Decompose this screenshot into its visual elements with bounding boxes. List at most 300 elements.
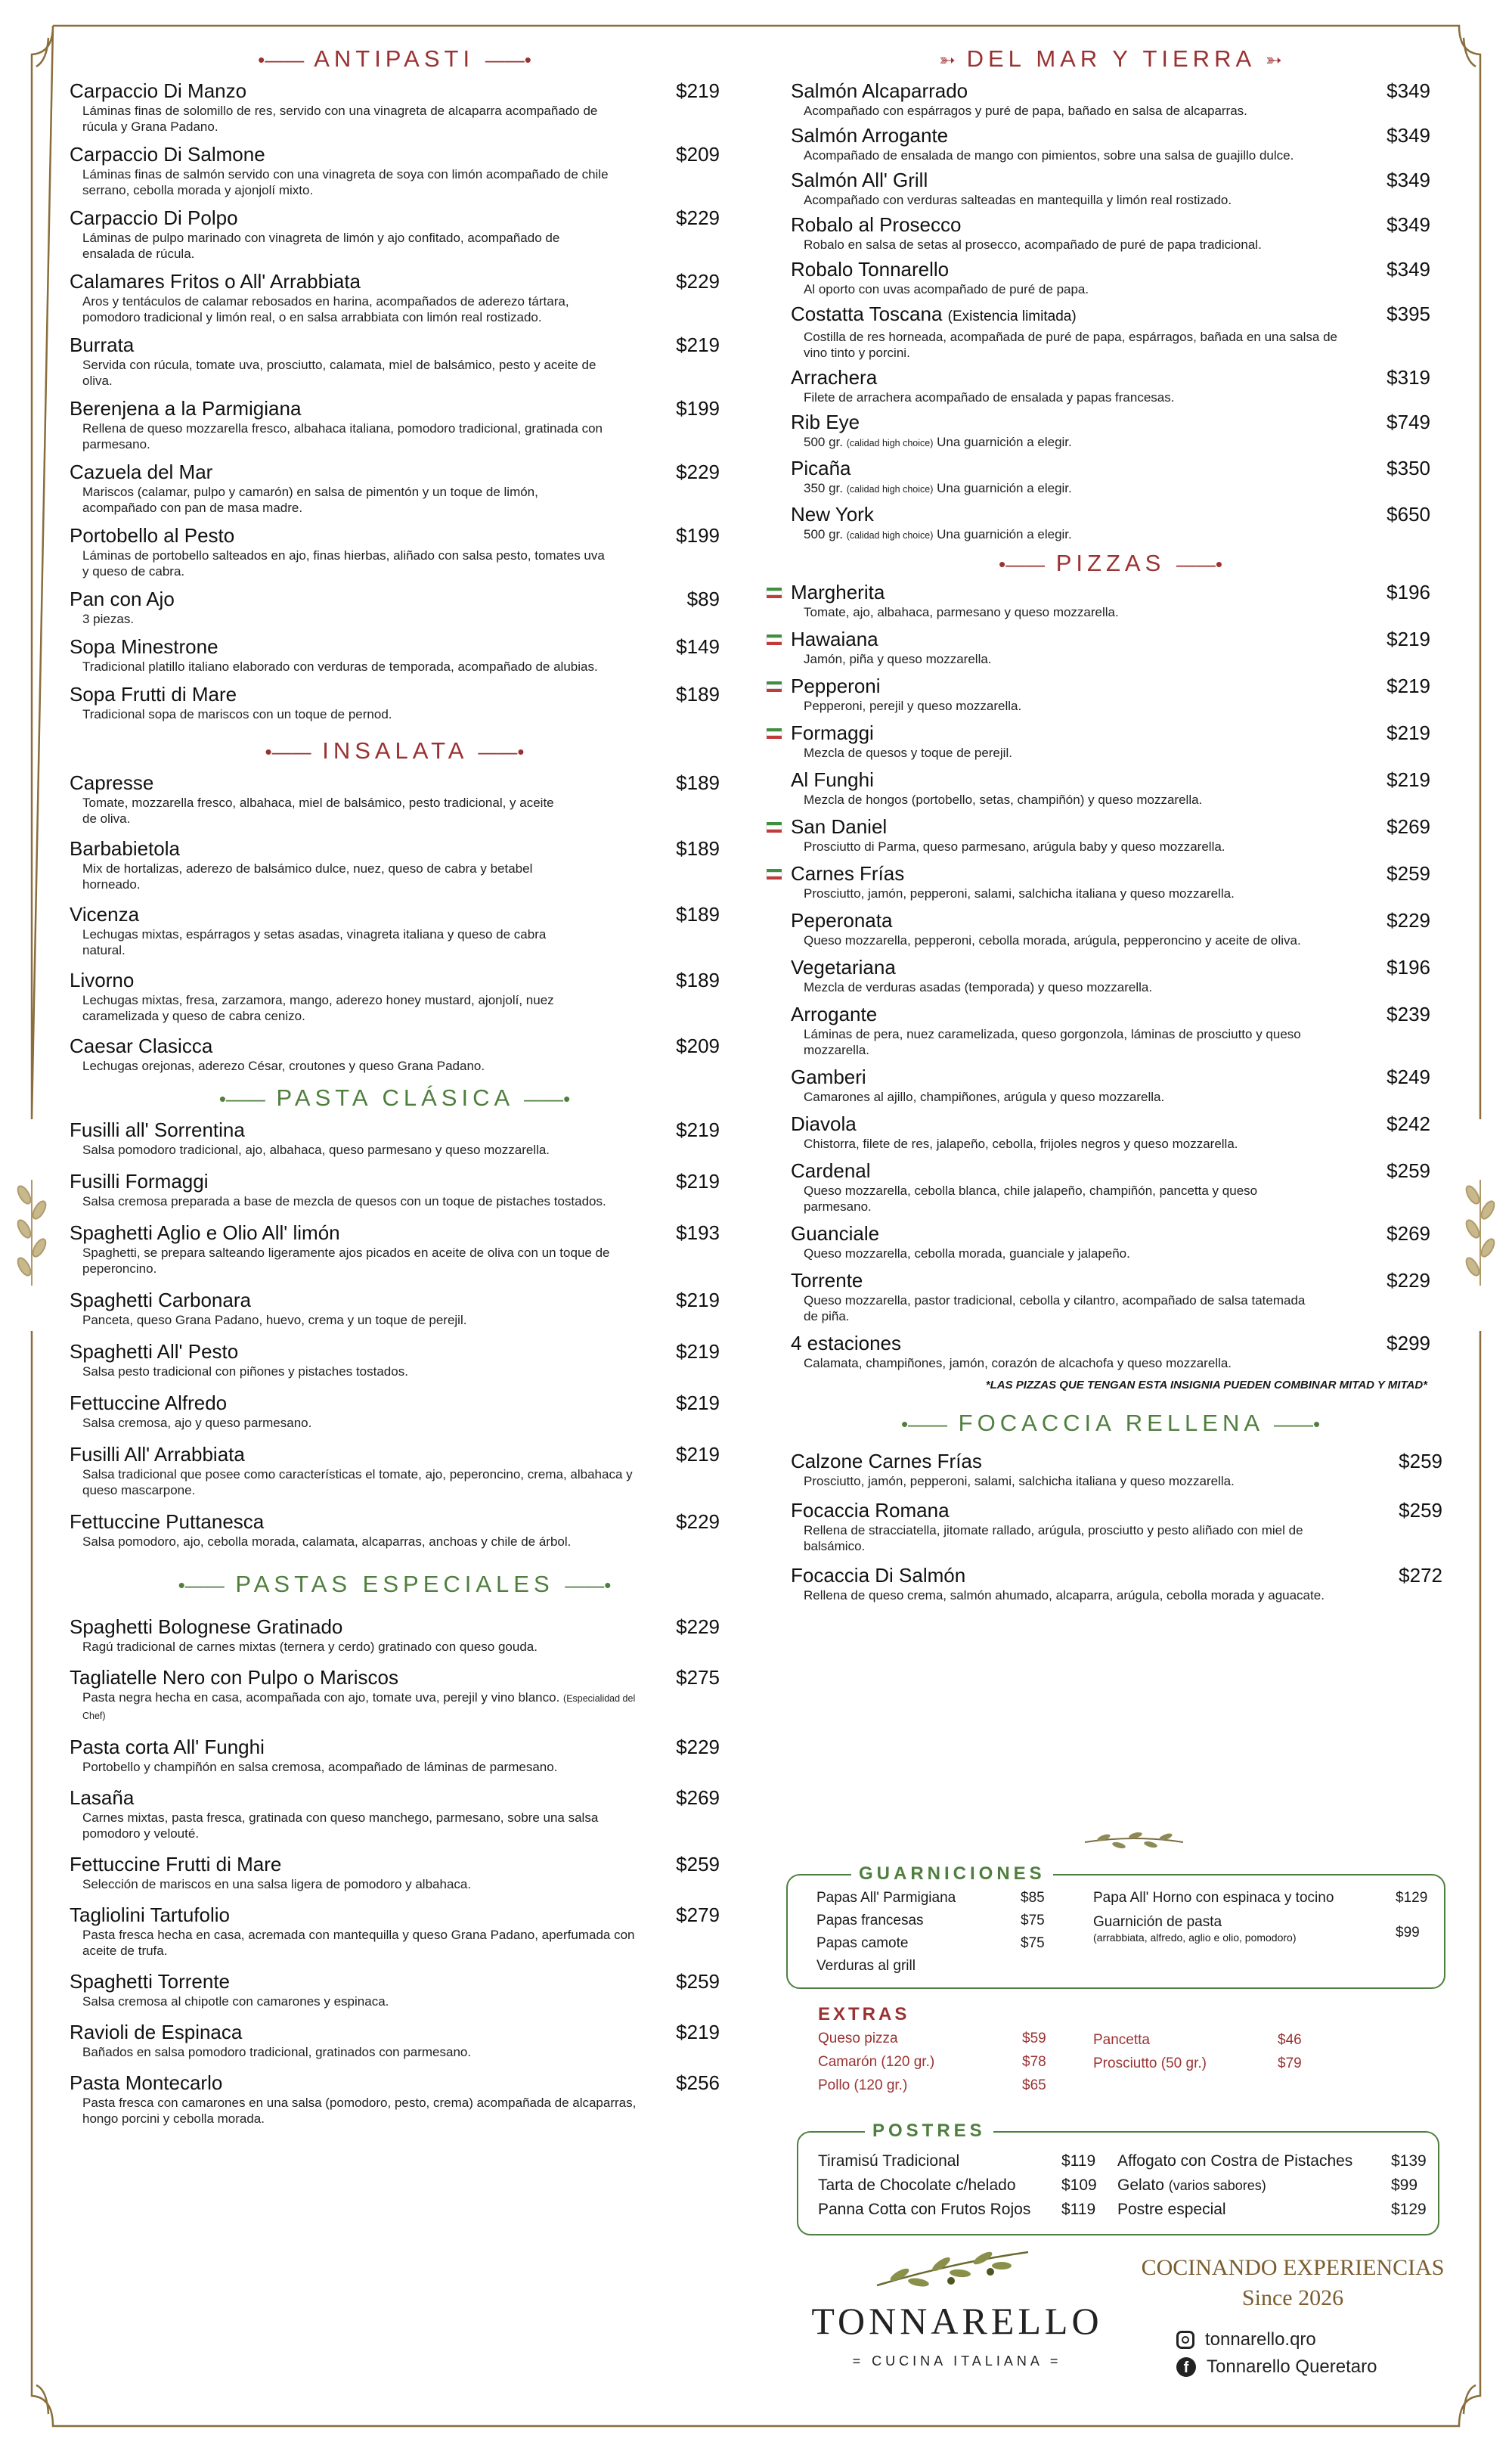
insalata-list xyxy=(70,771,720,1074)
item-name xyxy=(791,580,1430,604)
item-description-text: Ragú tradicional de carnes mixtas (ternera y cerdo) gratinado con queso gouda. xyxy=(82,1640,538,1654)
menu-item xyxy=(70,523,720,579)
menu-item xyxy=(791,1563,1442,1603)
item-name xyxy=(791,908,1430,932)
item-price: $149 xyxy=(676,635,720,658)
menu-item xyxy=(791,814,1430,855)
item-name-text: Fusilli Formaggi xyxy=(70,1170,209,1193)
item-description xyxy=(804,480,1363,498)
guarniciones-name: Papas francesas xyxy=(816,1913,924,1928)
item-name xyxy=(791,1221,1430,1246)
section-title-pizzas: •—— PIZZAS ——• xyxy=(999,550,1222,576)
item-description-text: Láminas de portobello salteados en ajo, finas hierbas, aliñado con salsa pesto, tomates uva y queso de cabra. xyxy=(82,548,605,579)
italian-flag-icon xyxy=(767,681,782,692)
item-price: $259 xyxy=(1387,862,1430,885)
menu-item xyxy=(70,1509,720,1550)
postres-price: $109 xyxy=(1061,2176,1097,2194)
item-name xyxy=(791,1498,1442,1522)
item-description-text: Láminas de pera, nuez caramelizada, queso gorgonzola, láminas de prosciutto y queso mozzarella. xyxy=(804,1027,1301,1057)
item-description xyxy=(82,1876,642,1892)
item-name-text: Gamberi xyxy=(791,1066,866,1088)
item-name-text: Vicenza xyxy=(70,903,140,926)
item-name-text: Pepperoni xyxy=(791,675,881,697)
menu-item xyxy=(791,502,1430,544)
postres-price: $99 xyxy=(1391,2176,1418,2194)
item-name-text: Fusilli All' Arrabbiata xyxy=(70,1443,245,1466)
item-price: $229 xyxy=(676,1510,720,1533)
item-name xyxy=(70,1509,720,1534)
item-price: $189 xyxy=(676,969,720,991)
item-weight: 500 gr. xyxy=(804,435,843,449)
item-price: $199 xyxy=(676,397,720,420)
menu-item xyxy=(791,365,1430,405)
item-name-text: Arrogante xyxy=(791,1003,878,1025)
postres-name: Tiramisú Tradicional xyxy=(818,2152,960,2170)
menu-item xyxy=(70,1391,720,1431)
item-price: $229 xyxy=(676,461,720,483)
item-price: $259 xyxy=(676,1853,720,1875)
postres-price: $119 xyxy=(1061,2201,1096,2218)
item-description xyxy=(804,147,1363,163)
item-name xyxy=(791,456,1430,480)
item-name-text: Carpaccio Di Salmone xyxy=(70,143,265,166)
menu-item xyxy=(70,1288,720,1328)
menu-item xyxy=(791,861,1430,901)
item-description xyxy=(82,1534,657,1550)
item-name-text: Capresse xyxy=(70,771,154,794)
item-name-text: Guanciale xyxy=(791,1222,880,1245)
right-column xyxy=(791,45,1442,1603)
guarniciones-name: Guarnición de pasta xyxy=(1093,1914,1222,1930)
item-price: $219 xyxy=(676,1340,720,1363)
item-description-text: Carnes mixtas, pasta fresca, gratinada con queso manchego, parmesano, sobre una salsa pomodoro y velouté. xyxy=(82,1810,599,1841)
item-name xyxy=(70,2071,720,2095)
item-name-text: Rib Eye xyxy=(791,411,860,433)
item-price: $219 xyxy=(1387,675,1430,697)
item-name xyxy=(791,1065,1430,1089)
item-name xyxy=(70,771,720,795)
item-description xyxy=(82,1058,566,1074)
guarniciones-row xyxy=(816,1957,1051,1980)
item-price: $219 xyxy=(676,79,720,102)
menu-item xyxy=(70,1221,720,1277)
item-name-text: Carpaccio Di Polpo xyxy=(70,206,238,229)
item-description-text: Rellena de queso crema, salmón ahumado, alcaparra, arúgula, cebolla morada y aguacate. xyxy=(804,1588,1325,1602)
item-name-text: Fettuccine Frutti di Mare xyxy=(70,1853,282,1875)
item-description xyxy=(82,293,612,325)
item-description xyxy=(804,1089,1318,1105)
item-name-text: Robalo al Prosecco xyxy=(791,213,962,236)
menu-item xyxy=(70,460,720,516)
extras-row xyxy=(818,2053,1045,2077)
item-price: $219 xyxy=(1387,768,1430,791)
menu-item xyxy=(70,396,720,452)
italian-flag-icon xyxy=(767,822,782,833)
item-description-text: Una guarnición a elegir. xyxy=(937,527,1072,541)
item-name-text: Caesar Clasicca xyxy=(70,1035,213,1057)
item-description-text: Aros y tentáculos de calamar rebosados en harina, acompañados de aderezo tártara, pomodoro tradicional y limón real, o en salsa arrabbiata con limón real rostizado. xyxy=(82,294,569,324)
item-description xyxy=(804,1026,1318,1058)
item-name xyxy=(791,721,1430,745)
item-price: $219 xyxy=(676,2021,720,2043)
item-description-text: Mezcla de quesos y toque de perejil. xyxy=(804,746,1012,760)
menu-item xyxy=(791,1065,1430,1105)
item-price: $749 xyxy=(1387,411,1430,433)
item-price: $189 xyxy=(676,771,720,794)
item-name xyxy=(70,1221,720,1245)
item-description xyxy=(82,1312,657,1328)
item-description xyxy=(804,651,1318,667)
item-name xyxy=(70,142,720,166)
section-title-pastas-especiales: •—— PASTAS ESPECIALES ——• xyxy=(178,1571,612,1597)
item-description-text: Acompañado con espárragos y puré de papa, bañado en salsa de alcaparras. xyxy=(804,104,1247,118)
item-description-text: Tradicional sopa de mariscos con un toque de pernod. xyxy=(82,707,392,721)
item-description xyxy=(82,1759,642,1775)
item-name xyxy=(70,902,720,926)
extras-name: Pancetta xyxy=(1093,2032,1150,2048)
item-description xyxy=(82,1193,657,1209)
item-name xyxy=(70,396,720,420)
item-description-text: Prosciutto, jamón, pepperoni, salami, salchicha italiana y queso mozzarella. xyxy=(804,1474,1235,1488)
item-name xyxy=(791,674,1430,698)
item-name-text: Focaccia Di Salmón xyxy=(791,1564,966,1587)
item-name xyxy=(791,955,1430,979)
item-name xyxy=(791,213,1430,237)
item-description-text: Queso mozzarella, cebolla morada, guanciale y jalapeño. xyxy=(804,1246,1130,1261)
menu-item xyxy=(791,302,1430,361)
menu-item xyxy=(791,674,1430,714)
guarniciones-row xyxy=(816,1934,1051,1957)
item-name-text: Portobello al Pesto xyxy=(70,524,235,547)
item-name xyxy=(70,523,720,548)
item-description xyxy=(82,926,566,958)
menu-item xyxy=(791,1268,1430,1324)
pizza-note: *LAS PIZZAS QUE TENGAN ESTA INSIGNIA PUEDEN COMBINAR MITAD Y MITAD* xyxy=(985,1379,1427,1391)
item-price: $193 xyxy=(676,1221,720,1244)
item-description-text: Mariscos (calamar, pulpo y camarón) en salsa de pimentón y un toque de limón, acompañado con pan de masa madre. xyxy=(82,485,538,515)
item-price: $209 xyxy=(676,143,720,166)
item-description xyxy=(82,420,612,452)
extras-row xyxy=(818,2077,1045,2100)
item-description xyxy=(82,2044,642,2060)
item-name-text: Pan con Ajo xyxy=(70,588,175,610)
item-name xyxy=(791,1268,1430,1292)
brand-name: TONNARELLO xyxy=(811,2300,1103,2342)
menu-item xyxy=(70,206,720,262)
item-name-text: Salmón All' Grill xyxy=(791,169,928,191)
menu-item xyxy=(70,1118,720,1158)
guarniciones-name: Verduras al grill xyxy=(816,1958,916,1974)
menu-item xyxy=(791,213,1430,253)
item-name-text: Fusilli all' Sorrentina xyxy=(70,1118,245,1141)
item-description xyxy=(82,706,612,722)
menu-item xyxy=(791,1112,1430,1152)
guarniciones-price: $75 xyxy=(1021,1935,1045,1951)
item-name xyxy=(791,1331,1430,1355)
item-description xyxy=(804,1246,1318,1261)
italian-flag-icon xyxy=(767,634,782,645)
guarniciones-price: $85 xyxy=(1021,1890,1045,1906)
item-price: $319 xyxy=(1387,366,1430,389)
item-description xyxy=(804,839,1318,855)
item-name xyxy=(70,1665,720,1689)
item-name xyxy=(791,79,1430,103)
item-description xyxy=(804,932,1318,948)
item-name xyxy=(70,634,720,659)
menu-item xyxy=(70,1034,720,1074)
item-name-text: Al Funghi xyxy=(791,768,874,791)
postres-name: Panna Cotta con Frutos Rojos xyxy=(818,2201,1031,2218)
item-description-text: Lechugas mixtas, espárragos y setas asadas, vinagreta italiana y queso de cabra natural. xyxy=(82,927,547,957)
menu-item xyxy=(791,721,1430,761)
item-name xyxy=(70,1034,720,1058)
extras-name: Camarón (120 gr.) xyxy=(818,2054,935,2070)
postres-row xyxy=(1117,2176,1429,2201)
section-title-pasta-clasica: •—— PASTA CLÁSICA ——• xyxy=(218,1084,571,1111)
menu-item xyxy=(70,634,720,675)
guarniciones-name: Papas All' Parmigiana xyxy=(816,1890,956,1906)
item-price: $350 xyxy=(1387,457,1430,479)
item-name-text: Spaghetti Bolognese Gratinado xyxy=(70,1615,343,1638)
item-quality: (calidad high choice) xyxy=(846,530,934,541)
postres-name: Tarta de Chocolate c/helado xyxy=(818,2176,1016,2194)
item-price: $229 xyxy=(676,1615,720,1638)
item-price: $219 xyxy=(676,1170,720,1193)
item-name-text: Peperonata xyxy=(791,909,893,932)
guarniciones-row xyxy=(816,1889,1051,1912)
item-description-text: Rellena de queso mozzarella fresco, albahaca italiana, pomodoro tradicional, gratinada con parmesano. xyxy=(82,421,603,451)
guarniciones-left xyxy=(816,1889,1051,1980)
item-description xyxy=(82,166,612,198)
item-price: $349 xyxy=(1387,213,1430,236)
section-title-insalata: •—— INSALATA ——• xyxy=(265,737,525,764)
postres-price: $139 xyxy=(1391,2152,1427,2170)
menu-item xyxy=(70,1969,720,2009)
menu-item xyxy=(791,410,1430,451)
item-name xyxy=(70,333,720,357)
right-olive-branch-icon xyxy=(1464,1180,1496,1286)
menu-item xyxy=(70,2071,720,2127)
item-description xyxy=(804,1587,1325,1603)
item-description-text: Salsa pesto tradicional con piñones y pistaches tostados. xyxy=(82,1364,408,1379)
item-description-text: Pepperoni, perejil y queso mozzarella. xyxy=(804,699,1022,713)
section-title-mar-tierra: ➳ DEL MAR Y TIERRA ➳ xyxy=(939,45,1282,72)
menu-item xyxy=(70,587,720,627)
item-name-text: Livorno xyxy=(70,969,135,991)
item-description-text: Filete de arrachera acompañado de ensalada y papas francesas. xyxy=(804,390,1175,405)
guarniciones-price: $99 xyxy=(1396,1925,1420,1941)
extras-left xyxy=(818,2030,1045,2100)
menu-item xyxy=(791,1331,1430,1371)
item-name xyxy=(791,123,1430,147)
item-description xyxy=(82,861,566,892)
italian-flag-icon xyxy=(767,869,782,880)
item-name xyxy=(70,968,720,992)
postres-row xyxy=(818,2152,1098,2176)
item-description-text: Tradicional platillo italiano elaborado con verduras de temporada, acompañado de alubias. xyxy=(82,659,598,674)
item-price: $229 xyxy=(1387,909,1430,932)
facebook-link[interactable]: f Tonnarello Queretaro xyxy=(1176,2356,1377,2378)
menu-item xyxy=(70,79,720,135)
item-name xyxy=(791,814,1430,839)
item-description-text: Tomate, mozzarella fresco, albahaca, miel de balsámico, pesto tradicional, y aceite de oliva. xyxy=(82,796,554,826)
item-name-text: Carnes Frías xyxy=(791,862,905,885)
item-description xyxy=(804,886,1318,901)
item-price: $199 xyxy=(676,524,720,547)
left-olive-branch-icon xyxy=(15,1180,48,1286)
item-name xyxy=(70,1903,720,1927)
menu-item xyxy=(791,168,1430,208)
item-description xyxy=(82,1927,642,1959)
item-description-text: Prosciutto di Parma, queso parmesano, arúgula baby y queso mozzarella. xyxy=(804,839,1225,854)
item-name-text: Spaghetti Carbonara xyxy=(70,1289,251,1311)
item-description-text: Acompañado de ensalada de mango con pimientos, sobre una salsa de guajillo dulce. xyxy=(804,148,1294,163)
menu-item xyxy=(791,257,1430,297)
item-name-text: Salmón Alcaparrado xyxy=(791,79,968,102)
item-name-text: Picaña xyxy=(791,457,851,479)
item-description-text: Lechugas orejonas, aderezo César, croutones y queso Grana Padano. xyxy=(82,1059,485,1073)
item-description-text: Queso mozzarella, cebolla blanca, chile jalapeño, champiñón, pancetta y queso parmesano. xyxy=(804,1184,1258,1214)
item-price: $209 xyxy=(676,1035,720,1057)
olive-ornament-icon xyxy=(1081,1829,1187,1851)
item-description xyxy=(804,192,1363,208)
item-name xyxy=(70,587,720,611)
guarniciones-title: GUARNICIONES xyxy=(851,1863,1053,1885)
item-price: $249 xyxy=(1387,1066,1430,1088)
menu-item xyxy=(70,1735,720,1775)
extras-name: Prosciutto (50 gr.) xyxy=(1093,2055,1207,2071)
item-name-text: Calzone Carnes Frías xyxy=(791,1450,982,1472)
item-description-text: Pasta fresca hecha en casa, acremada con mantequilla y queso Grana Padano, aperfumada con aceite de trufa. xyxy=(82,1928,635,1958)
item-name-text: Spaghetti Aglio e Olio All' limón xyxy=(70,1221,340,1244)
item-name xyxy=(70,1786,720,1810)
item-price: $259 xyxy=(1387,1159,1430,1182)
item-description xyxy=(804,698,1318,714)
guarniciones-price: $75 xyxy=(1021,1913,1045,1928)
item-description xyxy=(82,103,612,135)
item-price: $259 xyxy=(676,1970,720,1993)
guarniciones-name: Papas camote xyxy=(816,1935,909,1951)
instagram-icon xyxy=(1176,2331,1194,2349)
brand-subtitle: = CUCINA ITALIANA = xyxy=(852,2353,1062,2369)
postres-price: $119 xyxy=(1061,2152,1096,2170)
item-description-text: Prosciutto, jamón, pepperoni, salami, salchicha italiana y queso mozzarella. xyxy=(804,886,1235,901)
pastas-especiales-list xyxy=(70,1615,720,2127)
item-description-text: Salsa pomodoro, ajo, cebolla morada, calamata, alcaparras, anchoas y chile de árbol. xyxy=(82,1534,572,1549)
item-description-text: Calamata, champiñones, jamón, corazón de alcachofa y queso mozzarella. xyxy=(804,1356,1232,1370)
item-quality: (calidad high choice) xyxy=(846,438,934,448)
item-description xyxy=(804,792,1318,808)
item-description-text: Salsa pomodoro tradicional, ajo, albahaca, queso parmesano y queso mozzarella. xyxy=(82,1143,550,1157)
item-weight: 350 gr. xyxy=(804,481,843,495)
extras-row xyxy=(1093,2055,1312,2078)
item-price: $269 xyxy=(1387,1222,1430,1245)
item-description-text: Mezcla de hongos (portobello, setas, champiñón) y queso mozzarella. xyxy=(804,793,1203,807)
item-name-text: Burrata xyxy=(70,334,135,356)
item-name xyxy=(70,2020,720,2044)
item-description-text: Selección de mariscos en una salsa ligera de pomodoro y albahaca. xyxy=(82,1877,472,1891)
item-description-text: Camarones al ajillo, champiñones, arúgula y queso mozzarella. xyxy=(804,1090,1165,1104)
menu-item xyxy=(70,771,720,827)
postres-right xyxy=(1117,2152,1429,2225)
instagram-link[interactable]: tonnarello.qro xyxy=(1176,2329,1316,2350)
guarniciones-name: Papa All' Horno con espinaca y tocino xyxy=(1093,1890,1334,1906)
item-price: $229 xyxy=(676,270,720,293)
italian-flag-icon xyxy=(767,728,782,739)
postres-name: Postre especial xyxy=(1117,2201,1226,2218)
postres-price: $129 xyxy=(1391,2201,1427,2218)
item-name xyxy=(70,836,720,861)
item-weight: 500 gr. xyxy=(804,527,843,541)
item-name xyxy=(791,168,1430,192)
menu-item xyxy=(791,1449,1442,1489)
item-price: $219 xyxy=(1387,628,1430,650)
menu-item xyxy=(70,269,720,325)
item-description-text: Mezcla de verduras asadas (temporada) y queso mozzarella. xyxy=(804,980,1153,994)
antipasti-list xyxy=(70,79,720,722)
item-name xyxy=(70,269,720,293)
postres-name-note: (varios sabores) xyxy=(1168,2178,1266,2193)
item-description xyxy=(804,281,1363,297)
guarniciones-row xyxy=(1093,1913,1426,1948)
item-price: $196 xyxy=(1387,581,1430,603)
item-price: $275 xyxy=(676,1666,720,1689)
item-description-text: Portobello y champiñón en salsa cremosa, acompañado de láminas de parmesano. xyxy=(82,1760,558,1774)
menu-item xyxy=(791,908,1430,948)
item-description-text: Pasta negra hecha en casa, acompañada con ajo, tomate uva, perejil y vino blanco. xyxy=(82,1690,560,1705)
menu-item xyxy=(791,1159,1430,1215)
item-price: $229 xyxy=(1387,1269,1430,1292)
item-description xyxy=(82,1466,657,1498)
item-name xyxy=(791,1159,1430,1183)
item-name xyxy=(791,627,1430,651)
item-name xyxy=(70,1442,720,1466)
extras-right xyxy=(1093,2031,1312,2078)
item-price: $269 xyxy=(1387,815,1430,838)
item-price: $256 xyxy=(676,2071,720,2094)
menu-item xyxy=(70,2020,720,2060)
item-name xyxy=(70,1339,720,1364)
item-description-text: Al oporto con uvas acompañado de puré de papa. xyxy=(804,282,1089,296)
menu-item xyxy=(791,1221,1430,1261)
menu-item xyxy=(70,682,720,722)
item-name-text: Lasaña xyxy=(70,1786,135,1809)
item-name xyxy=(70,206,720,230)
item-name-text: Barbabietola xyxy=(70,837,180,860)
item-price: $229 xyxy=(676,206,720,229)
item-description xyxy=(82,1415,657,1431)
item-price: $189 xyxy=(676,903,720,926)
item-name xyxy=(791,861,1430,886)
item-price: $299 xyxy=(1387,1332,1430,1354)
item-price: $219 xyxy=(676,1443,720,1466)
item-name xyxy=(791,1002,1430,1026)
item-name-text: Berenjena a la Parmigiana xyxy=(70,397,302,420)
item-price: $219 xyxy=(676,334,720,356)
menu-item xyxy=(70,142,720,198)
item-description-text: Robalo en salsa de setas al prosecco, acompañado de puré de papa tradicional. xyxy=(804,237,1262,252)
extras-title: EXTRAS xyxy=(818,2004,910,2024)
item-name xyxy=(70,1118,720,1142)
item-description-text: Queso mozzarella, pepperoni, cebolla morada, arúgula, pepperoncino y aceite de oliva. xyxy=(804,933,1301,948)
item-name xyxy=(791,365,1430,389)
item-name xyxy=(70,460,720,484)
extras-price: $46 xyxy=(1278,2032,1302,2048)
pizzas-list xyxy=(791,580,1430,1371)
item-name xyxy=(70,1969,720,1993)
item-name xyxy=(791,502,1430,526)
item-name-text: New York xyxy=(791,503,874,526)
